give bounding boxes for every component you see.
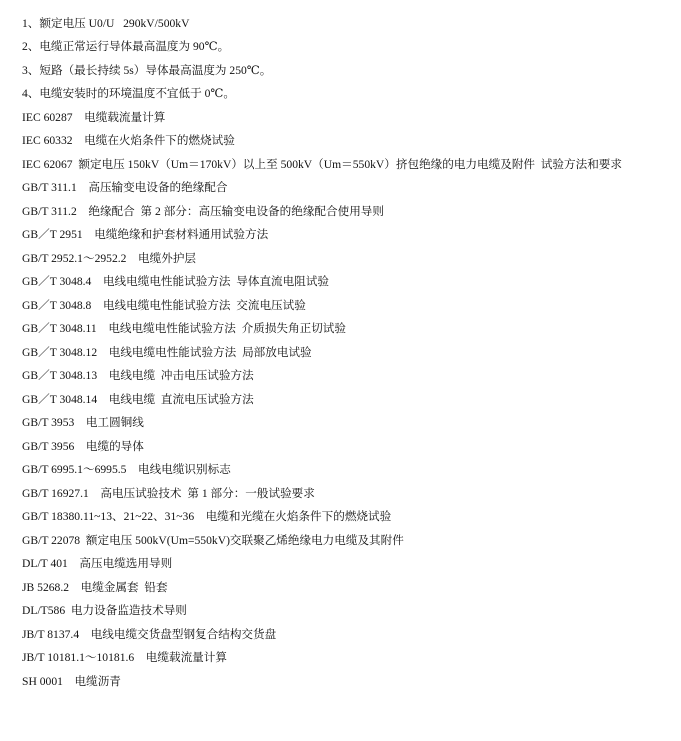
standard-item: GB/T 16927.1 高电压试验技术 第 1 部分：一般试验要求 <box>22 487 315 500</box>
standard-item: JB/T 8137.4 电线电缆交货盘型钢复合结构交货盘 <box>22 628 277 641</box>
standard-item: DL/T 401 高压电缆选用导则 <box>22 557 173 570</box>
standard-item: JB/T 10181.1～10181.6 电缆载流量计算 <box>22 651 227 664</box>
standard-item: SH 0001 电缆沥青 <box>22 675 121 688</box>
standard-item: GB/T 311.1 高压输变电设备的绝缘配合 <box>22 181 228 194</box>
standard-item: GB/T 18380.11~13、21~22、31~36 电缆和光缆在火焰条件下的燃烧试验 <box>22 510 392 523</box>
standard-item: GB/T 2952.1～2952.2 电缆外护层 <box>22 252 197 265</box>
standard-item: IEC 60332 电缆在火焰条件下的燃烧试验 <box>22 134 235 147</box>
standard-item: GB/T 22078 额定电压 500kV(Um=550kV)交联聚乙烯绝缘电力电缆及其附件 <box>22 534 404 547</box>
standard-item: GB/T 3956 电缆的导体 <box>22 440 144 453</box>
standard-item: IEC 62067 额定电压 150kV（Um＝170kV）以上至 500kV（Um＝550kV）挤包绝缘的电力电缆及附件 试验方法和要求 <box>22 158 622 171</box>
standard-item: GB/T 3953 电工圆铜线 <box>22 416 144 429</box>
standard-item: DL/T586 电力设备监造技术导则 <box>22 604 187 617</box>
standard-item: JB 5268.2 电缆金属套 铅套 <box>22 581 168 594</box>
standard-item: GB/T 311.2 绝缘配合 第 2 部分：高压输变电设备的绝缘配合使用导则 <box>22 205 384 218</box>
standard-item: GB／T 3048.14 电线电缆 直流电压试验方法 <box>22 393 254 406</box>
standard-item: GB／T 3048.4 电线电缆电性能试验方法 导体直流电阻试验 <box>22 275 330 288</box>
spec-install-temp: 4、电缆安装时的环境温度不宜低于 0℃。 <box>22 87 235 100</box>
standard-item: IEC 60287 电缆载流量计算 <box>22 111 166 124</box>
standard-item: GB／T 3048.12 电线电缆电性能试验方法 局部放电试验 <box>22 346 312 359</box>
standard-item: GB／T 3048.11 电线电缆电性能试验方法 介质损失角正切试验 <box>22 322 346 335</box>
spec-rated-voltage: 1、额定电压 U0/U 290kV/500kV <box>22 17 190 30</box>
spec-short-circuit-temp: 3、短路（最长持续 5s）导体最高温度为 250℃。 <box>22 64 272 77</box>
standard-item: GB／T 2951 电缆绝缘和护套材料通用试验方法 <box>22 228 269 241</box>
spec-conductor-temp: 2、电缆正常运行导体最高温度为 90℃。 <box>22 40 230 53</box>
standard-item: GB／T 3048.8 电线电缆电性能试验方法 交流电压试验 <box>22 299 306 312</box>
standard-item: GB／T 3048.13 电线电缆 冲击电压试验方法 <box>22 369 254 382</box>
standard-item: GB/T 6995.1～6995.5 电线电缆识别标志 <box>22 463 231 476</box>
